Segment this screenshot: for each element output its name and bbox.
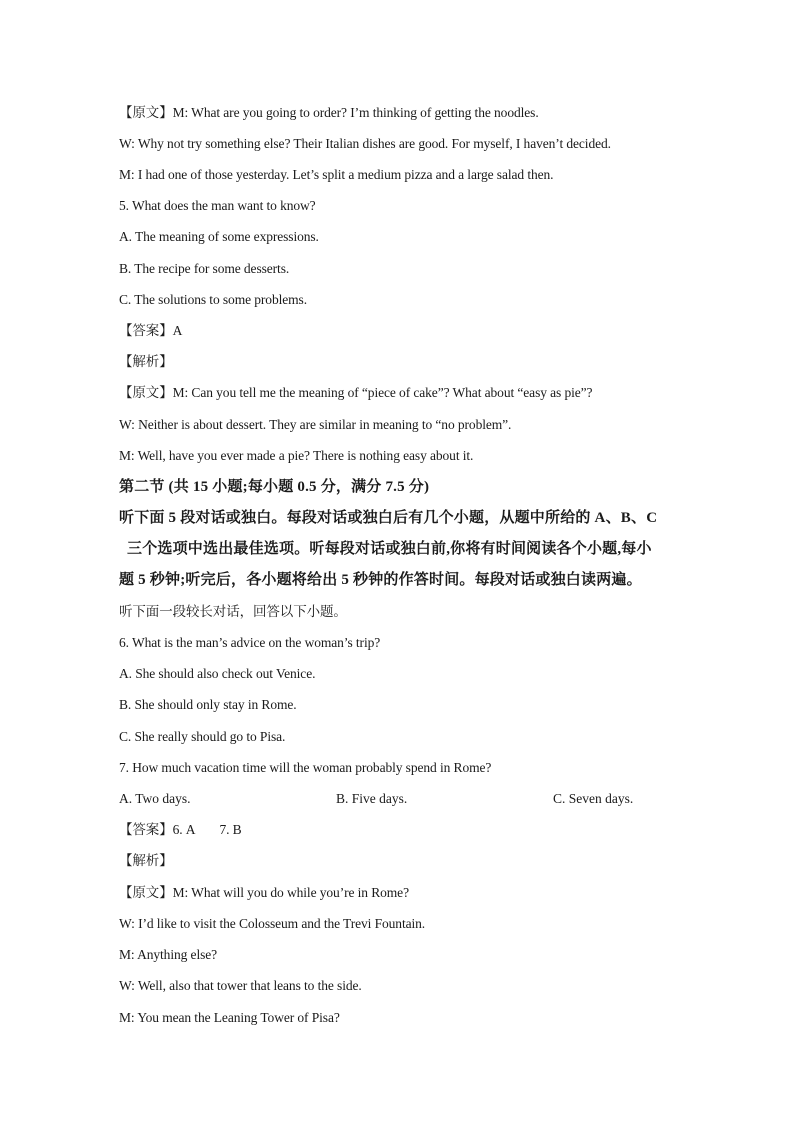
option-b: B. The recipe for some desserts. xyxy=(119,261,290,276)
answer-label: 【答案】A xyxy=(119,323,183,338)
answer-row xyxy=(119,821,242,839)
transcript-line: W: Well, also that tower that leans to the side. xyxy=(119,978,362,993)
transcript-line: M: I had one of those yesterday. Let’s split a medium pizza and a large salad then. xyxy=(119,167,554,182)
question-5: 5. What does the man want to know? xyxy=(119,198,316,213)
transcript-line: M: Well, have you ever made a pie? There is nothing easy about it. xyxy=(119,448,474,463)
transcript-line: 【原文】M: What will you do while you’re in Rome? xyxy=(119,885,409,900)
option-b: B. She should only stay in Rome. xyxy=(119,697,297,712)
section-instructions: 听下面 5 段对话或独白。每段对话或独白后有几个小题，从题中所给的 A、B、C xyxy=(119,510,658,526)
listening-prompt: 听下面一段较长对话，回答以下小题。 xyxy=(119,604,347,619)
option-c: C. She really should go to Pisa. xyxy=(119,729,286,744)
transcript-line: W: I’d like to visit the Colosseum and the Trevi Fountain. xyxy=(119,916,426,931)
section-instructions: 题 5 秒钟;听完后，各小题将给出 5 秒钟的作答时间。每段对话或独白读两遍。 xyxy=(119,572,642,588)
transcript-line: W: Why not try something else? Their Italian dishes are good. For myself, I haven’t decided. xyxy=(119,136,611,151)
option-a: A. She should also check out Venice. xyxy=(119,666,316,681)
section-heading: 第二节 (共 15 小题;每小题 0.5 分，满分 7.5 分) xyxy=(119,479,430,495)
question-7: 7. How much vacation time will the woman probably spend in Rome? xyxy=(119,760,492,775)
option-b: B. Five days. xyxy=(336,791,408,806)
section-instructions: 三个选项中选出最佳选项。听每段对话或独白前,你将有时间阅读各个小题,每小 xyxy=(127,541,652,557)
answer-value: 7. B xyxy=(219,822,242,837)
question-6: 6. What is the man’s advice on the woman’s trip? xyxy=(119,635,381,650)
option-a: A. Two days. xyxy=(119,791,191,806)
option-a: A. The meaning of some expressions. xyxy=(119,229,319,244)
option-c: C. The solutions to some problems. xyxy=(119,292,307,307)
option-c: C. Seven days. xyxy=(553,791,634,806)
transcript-line: 【原文】M: Can you tell me the meaning of “piece of cake”? What about “easy as pie”? xyxy=(119,385,593,400)
transcript-line: M: Anything else? xyxy=(119,947,218,962)
transcript-line: W: Neither is about dessert. They are similar in meaning to “no problem”. xyxy=(119,417,512,432)
analysis-label: 【解析】 xyxy=(119,853,173,868)
transcript-line: 【原文】M: What are you going to order? I’m thinking of getting the noodles. xyxy=(119,105,539,120)
analysis-label: 【解析】 xyxy=(119,354,173,369)
transcript-line: M: You mean the Leaning Tower of Pisa? xyxy=(119,1010,340,1025)
answer-label: 【答案】6. A xyxy=(119,822,196,837)
